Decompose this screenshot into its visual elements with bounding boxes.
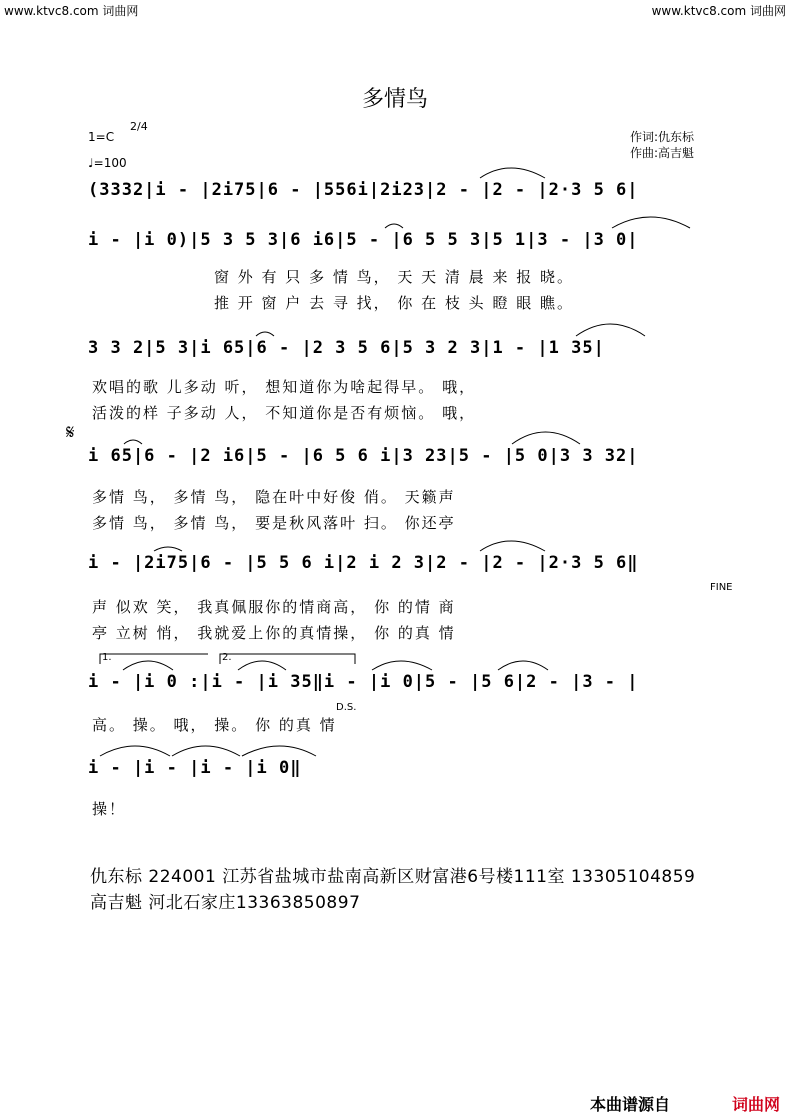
volta-second-label: 2. [222, 652, 232, 663]
lyric-3-verse-2: 多情 鸟， 多情 鸟， 要是秋风落叶 扫。 你还亭 [92, 514, 456, 532]
score-line-5: i - |2i75|6 - |5 5 6 i|2 i 2 3|2 - |2 - |2·3 5 6‖ [88, 553, 639, 573]
slur [256, 332, 274, 336]
song-title: 多情鸟 [361, 87, 428, 112]
tempo-marking: ♩=100 [88, 156, 127, 170]
site-logo: 词曲网 [731, 1095, 780, 1114]
segno-sign: 𝄋 [66, 420, 75, 444]
contact-lyricist: 仇东标 224001 江苏省盐城市盐南高新区财富港6号楼111室 13305104859 [90, 867, 696, 887]
score-line-4: i 65|6 - |2 i6|5 - |6 5 6 i|3 23|5 - |5 0|3 3 32| [88, 446, 639, 466]
lyric-2-verse-1: 欢唱的歌 儿多动 听， 想知道你为啥起得早。 哦， [92, 378, 477, 396]
score-line-6: i - |i 0 :|i - |i 35‖i - |i 0|5 - |5 6|2 - |3 - | [88, 672, 639, 692]
lyric-4-verse-1: 声 似欢 笑， 我真佩服你的情商高， 你 的情 商 [92, 598, 456, 616]
fine-marking: FINE [710, 582, 733, 593]
slur [480, 541, 545, 551]
slur [480, 168, 545, 178]
volta-second-bracket [220, 654, 355, 664]
slur [612, 217, 690, 228]
score-line-2: i - |i 0)|5 3 5 3|6 i6|5 - |6 5 5 3|5 1|3 - |3 0| [88, 230, 639, 250]
lyric-6: 操！ [92, 800, 127, 818]
lyric-1-verse-1: 窗 外 有 只 多 情 鸟， 天 天 清 晨 来 报 晓。 [214, 268, 574, 286]
ds-marking: D.S. [336, 702, 357, 713]
composer-credit: 作曲:高吉魁 [630, 146, 695, 160]
slur [172, 746, 240, 756]
slur [512, 432, 580, 444]
watermark-left: www.ktvc8.com 词曲网 [4, 4, 139, 18]
volta-first-label: 1. [102, 652, 112, 663]
slur [242, 746, 316, 756]
footer-source-text: 本曲谱源自 [589, 1095, 670, 1114]
watermark-right: www.ktvc8.com 词曲网 [651, 4, 786, 18]
time-signature: 2/4 [130, 120, 148, 133]
contact-composer: 高吉魁 河北石家庄13363850897 [90, 893, 361, 913]
lyric-2-verse-2: 活泼的样 子多动 人， 不知道你是否有烦恼。 哦， [92, 404, 477, 422]
slur [124, 440, 142, 444]
slur [154, 547, 182, 551]
key-signature: 1=C [88, 130, 115, 144]
lyric-5: 高。 操。 哦， 操。 你 的真 情 [92, 716, 337, 734]
volta-first-bracket [100, 654, 208, 664]
slur [498, 661, 548, 670]
slur [238, 661, 286, 670]
slur [385, 224, 403, 228]
lyric-4-verse-2: 亭 立树 悄， 我就爱上你的真情操， 你 的真 情 [92, 624, 456, 642]
slur [100, 746, 170, 756]
slur [123, 661, 173, 670]
score-line-3: 3 3 2|5 3|i 65|6 - |2 3 5 6|5 3 2 3|1 - |1 35| [88, 338, 605, 358]
lyric-1-verse-2: 推 开 窗 户 去 寻 找， 你 在 枝 头 瞪 眼 瞧。 [214, 294, 574, 312]
slur [576, 324, 645, 336]
slur [372, 661, 432, 670]
lyricist-credit: 作词:仇东标 [630, 130, 695, 144]
score-line-1: (3332|i - |2i75|6 - |556i|2i23|2 - |2 - |2·3 5 6| [88, 180, 639, 200]
lyric-3-verse-1: 多情 鸟， 多情 鸟， 隐在叶中好俊 俏。 天籁声 [92, 488, 456, 506]
score-line-7: i - |i - |i - |i 0‖ [88, 758, 302, 778]
